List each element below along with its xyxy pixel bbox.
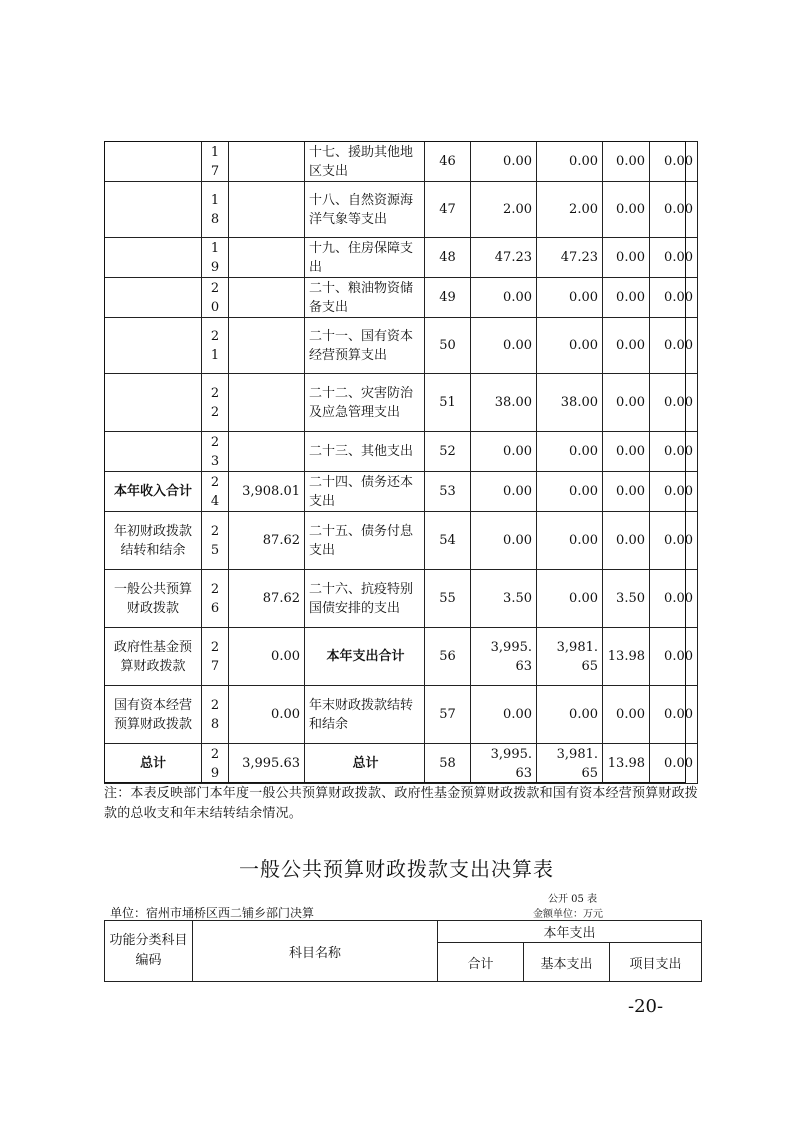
- total-amount: 0.00: [471, 686, 537, 744]
- expense-item-label: 十八、自然资源海洋气象等支出: [305, 182, 425, 238]
- seq-number: 21: [202, 318, 229, 374]
- last-column-amount: 0.00: [650, 432, 698, 472]
- income-amount: [229, 182, 305, 238]
- basic-amount: 0.00: [537, 570, 603, 628]
- last-column-amount: 0.00: [650, 744, 698, 784]
- income-item-label: 一般公共预算财政拨款: [105, 570, 202, 628]
- line-number: 54: [425, 512, 471, 570]
- seq-number: 18: [202, 182, 229, 238]
- income-item-label: 本年收入合计: [105, 472, 202, 512]
- line-number: 50: [425, 318, 471, 374]
- income-item-label: 年初财政拨款结转和结余: [105, 512, 202, 570]
- expense-item-label: 二十二、灾害防治及应急管理支出: [305, 374, 425, 432]
- table-row: [105, 512, 698, 570]
- income-item-label: [105, 182, 202, 238]
- header-current-year: 本年支出: [438, 921, 702, 943]
- last-column-amount: 0.00: [650, 570, 698, 628]
- basic-amount: 0.00: [537, 432, 603, 472]
- header-basic: 基本支出: [524, 943, 610, 982]
- income-amount: [229, 238, 305, 278]
- line-number: 52: [425, 432, 471, 472]
- basic-amount: 47.23: [537, 238, 603, 278]
- table-row: [105, 570, 698, 628]
- basic-amount: 2.00: [537, 182, 603, 238]
- project-amount: 13.98: [603, 628, 650, 686]
- seq-number: 20: [202, 278, 229, 318]
- basic-amount: 3,981.65: [537, 744, 603, 784]
- last-column-amount: 0.00: [650, 628, 698, 686]
- seq-number: 25: [202, 512, 229, 570]
- income-item-label: [105, 374, 202, 432]
- total-amount: 47.23: [471, 238, 537, 278]
- line-number: 46: [425, 142, 471, 182]
- last-column-amount: 0.00: [650, 142, 698, 182]
- line-number: 48: [425, 238, 471, 278]
- total-amount: 3,995.63: [471, 744, 537, 784]
- line-number: 47: [425, 182, 471, 238]
- income-amount: [229, 278, 305, 318]
- seq-number: 27: [202, 628, 229, 686]
- last-column-amount: 0.00: [650, 512, 698, 570]
- total-amount: 3,995.63: [471, 628, 537, 686]
- table-row: [105, 238, 698, 278]
- income-item-label: 总计: [105, 744, 202, 784]
- project-amount: 0.00: [603, 278, 650, 318]
- unit-label: 单位：宿州市埇桥区西二铺乡部门决算: [110, 906, 315, 920]
- table-row: [105, 278, 698, 318]
- seq-number: 23: [202, 432, 229, 472]
- income-amount: [229, 142, 305, 182]
- total-amount: 0.00: [471, 318, 537, 374]
- basic-amount: 0.00: [537, 142, 603, 182]
- project-amount: 0.00: [603, 686, 650, 744]
- expense-item-label: 二十、粮油物资储备支出: [305, 278, 425, 318]
- header-func-code: 功能分类科目编码: [105, 921, 193, 982]
- seq-number: 22: [202, 374, 229, 432]
- project-amount: 3.50: [603, 570, 650, 628]
- seq-number: 26: [202, 570, 229, 628]
- income-item-label: [105, 432, 202, 472]
- basic-amount: 0.00: [537, 686, 603, 744]
- total-amount: 0.00: [471, 278, 537, 318]
- last-column-amount: 0.00: [650, 278, 698, 318]
- project-amount: 0.00: [603, 142, 650, 182]
- total-amount: 0.00: [471, 432, 537, 472]
- basic-amount: 0.00: [537, 472, 603, 512]
- line-number: 57: [425, 686, 471, 744]
- basic-amount: 3,981.65: [537, 628, 603, 686]
- basic-amount: 0.00: [537, 318, 603, 374]
- line-number: 53: [425, 472, 471, 512]
- project-amount: 0.00: [603, 238, 650, 278]
- expense-item-label: 十七、援助其他地区支出: [305, 142, 425, 182]
- income-item-label: [105, 318, 202, 374]
- table-row: [105, 472, 698, 512]
- project-amount: 0.00: [603, 512, 650, 570]
- expense-item-label: 二十四、债务还本支出: [305, 472, 425, 512]
- project-amount: 0.00: [603, 432, 650, 472]
- header-total: 合计: [438, 943, 524, 982]
- total-amount: 3.50: [471, 570, 537, 628]
- seq-number: 24: [202, 472, 229, 512]
- table-row: [105, 686, 698, 744]
- expense-item-label: 二十一、国有资本经营预算支出: [305, 318, 425, 374]
- seq-number: 28: [202, 686, 229, 744]
- total-amount: 0.00: [471, 512, 537, 570]
- last-column-amount: 0.00: [650, 182, 698, 238]
- project-amount: 0.00: [603, 472, 650, 512]
- seq-number: 17: [202, 142, 229, 182]
- table-note: 注：本表反映部门本年度一般公共预算财政拨款、政府性基金预算财政拨款和国有资本经营预算财政拨款的总收支和年末结转结余情况。: [104, 786, 699, 821]
- expense-item-label: 年末财政拨款结转和结余: [305, 686, 425, 744]
- page-number: -20-: [628, 996, 664, 1017]
- total-amount: 0.00: [471, 472, 537, 512]
- table-row: [105, 744, 698, 784]
- money-unit-label: 金额单位：万元: [533, 909, 603, 920]
- income-amount: 3,908.01: [229, 472, 305, 512]
- seq-number: 19: [202, 238, 229, 278]
- expense-item-label: 本年支出合计: [305, 628, 425, 686]
- income-item-label: [105, 278, 202, 318]
- income-item-label: [105, 238, 202, 278]
- income-amount: 87.62: [229, 512, 305, 570]
- income-amount: [229, 374, 305, 432]
- project-amount: 0.00: [603, 318, 650, 374]
- income-item-label: 国有资本经营预算财政拨款: [105, 686, 202, 744]
- basic-amount: 0.00: [537, 512, 603, 570]
- project-amount: 13.98: [603, 744, 650, 784]
- next-table-title: 一般公共预算财政拨款支出决算表: [239, 857, 554, 881]
- total-amount: 0.00: [471, 142, 537, 182]
- last-column-amount: 0.00: [650, 686, 698, 744]
- seq-number: 29: [202, 744, 229, 784]
- last-column-amount: 0.00: [650, 374, 698, 432]
- last-column-amount: 0.00: [650, 318, 698, 374]
- income-item-label: [105, 142, 202, 182]
- header-project: 项目支出: [610, 943, 702, 982]
- expense-item-label: 总计: [305, 744, 425, 784]
- project-amount: 0.00: [603, 182, 650, 238]
- income-item-label: 政府性基金预算财政拨款: [105, 628, 202, 686]
- total-amount: 2.00: [471, 182, 537, 238]
- last-column-amount: 0.00: [650, 238, 698, 278]
- table-row: [105, 628, 698, 686]
- expense-item-label: 十九、住房保障支出: [305, 238, 425, 278]
- basic-amount: 38.00: [537, 374, 603, 432]
- table-row: [105, 142, 698, 182]
- income-amount: 0.00: [229, 628, 305, 686]
- expense-item-label: 二十六、抗疫特别国债安排的支出: [305, 570, 425, 628]
- expense-table-header: [104, 920, 702, 982]
- header-subject-name: 科目名称: [193, 921, 438, 982]
- income-amount: 0.00: [229, 686, 305, 744]
- line-number: 58: [425, 744, 471, 784]
- table-code: 公开 05 表: [548, 894, 598, 905]
- income-amount: [229, 318, 305, 374]
- line-number: 55: [425, 570, 471, 628]
- expense-item-label: 二十三、其他支出: [305, 432, 425, 472]
- line-number: 49: [425, 278, 471, 318]
- expense-item-label: 二十五、债务付息支出: [305, 512, 425, 570]
- total-amount: 38.00: [471, 374, 537, 432]
- income-amount: 3,995.63: [229, 744, 305, 784]
- line-number: 56: [425, 628, 471, 686]
- table-row: [105, 374, 698, 432]
- last-column-amount: 0.00: [650, 472, 698, 512]
- fiscal-summary-table: [104, 141, 698, 784]
- income-amount: 87.62: [229, 570, 305, 628]
- line-number: 51: [425, 374, 471, 432]
- income-amount: [229, 432, 305, 472]
- table-row: [105, 432, 698, 472]
- project-amount: 0.00: [603, 374, 650, 432]
- basic-amount: 0.00: [537, 278, 603, 318]
- table-row: [105, 182, 698, 238]
- table-row: [105, 318, 698, 374]
